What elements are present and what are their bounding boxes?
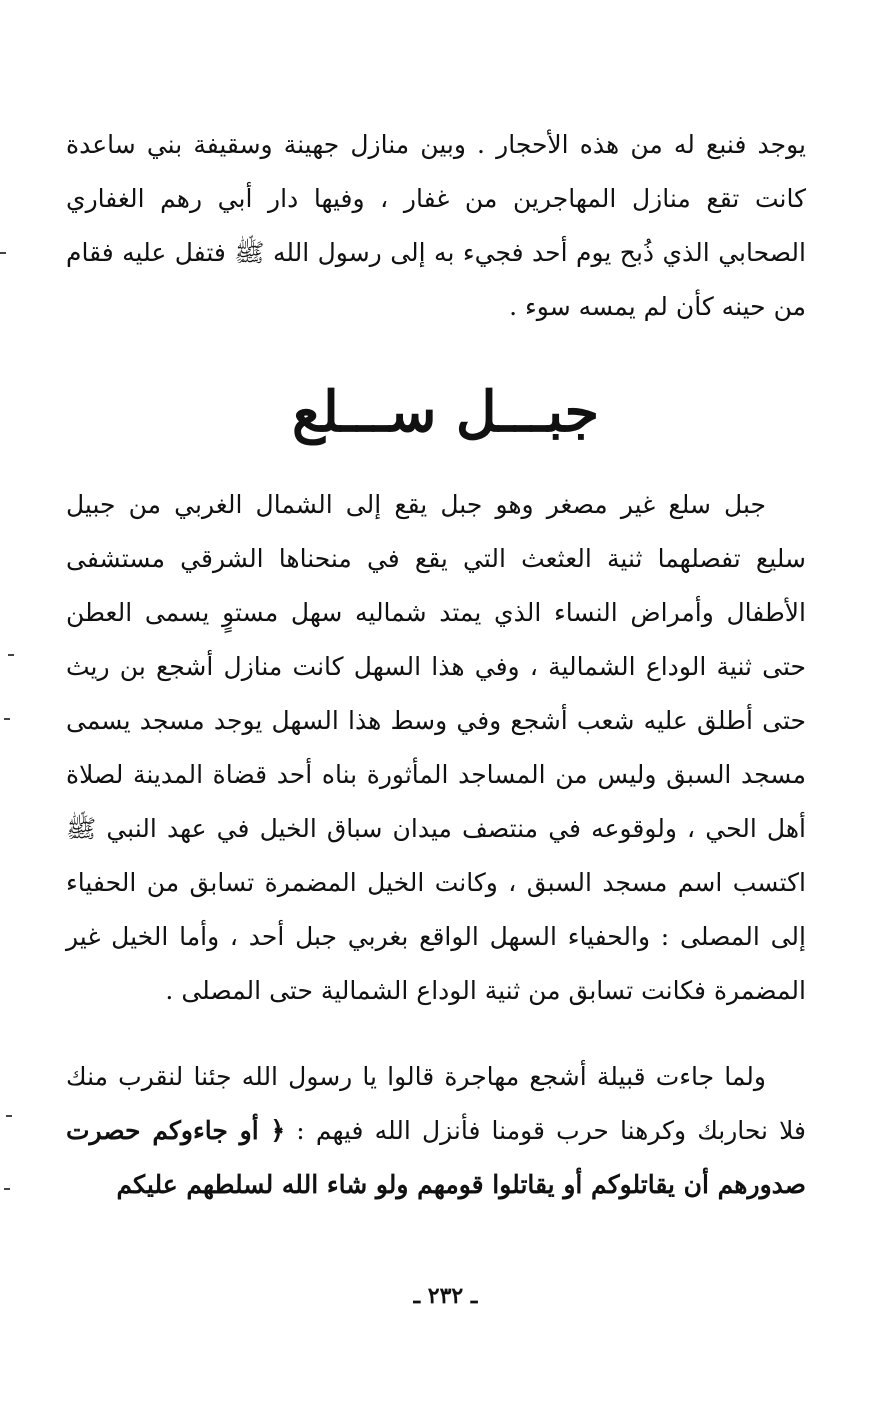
top-paragraph: يوجد فنبع له من هذه الأحجار . وبين منازل جهينة وسقيفة بني ساعدة كانت تقع منازل المهاجرين من غفار ، وفيها دار أبي رهم الغفاري الصحابي الذي ذُبح يوم أحد فجيء به إلى رسول الله ﷺ فتفل عليه فقام من حينه كأن لم يمسه سوء . [66,130,806,321]
margin-mark [6,1115,12,1117]
margin-mark [4,1188,10,1190]
main-paragraph: جبل سلع غير مصغر وهو جبل يقع إلى الشمال الغربي من جبيل سليع تفصلهما ثنية العثعث التي يقع في منحناها الشرقي مستشفى الأطفال وأمراض النساء الذي يمتد شماليه سهل مستوٍ يسمى العطن حتى ثنية الوداع الشمالية ، وفي هذا السهل كانت منازل أشجع بن ريث حتى أطلق عليه شعب أشجع وفي وسط هذا السهل يوجد مسجد يسمى مسجد السبق وليس من المساجد المأثورة بناه أحد قضاة المدينة لصلاة أهل الحي ، ولوقوعه في منتصف ميدان سباق الخيل في عهد النبي ﷺ اكتسب اسم مسجد السبق ، وكانت الخيل المضمرة تسابق من الحفياء إلى المصلى : والحفياء السهل الواقع بغربي جبل أحد ، وأما الخيل غير المضمرة فكانت تسابق من ثنية الوداع الشمالية حتى المصلى . [66,490,806,1005]
last-paragraph [66,1050,806,1212]
margin-mark [0,252,6,254]
section-heading: جبـــل ســـلع [291,379,600,445]
last-paragraph-intro: ولما جاءت قبيلة أشجع مهاجرة قالوا يا رسول الله جئنا لنقرب منك فلا نحاربك وكرهنا حرب قومنا فأنزل الله فيهم : [66,1062,806,1145]
quran-verse: ﴿ أو جاءوكم حصرت صدورهم أن يقاتلوكم أو يقاتلوا قومهم ولو شاء الله لسلطهم عليكم [66,1116,806,1199]
page-number: ـ ٢٣٢ ـ [413,1283,478,1309]
margin-mark [4,718,10,720]
margin-mark [8,654,14,656]
